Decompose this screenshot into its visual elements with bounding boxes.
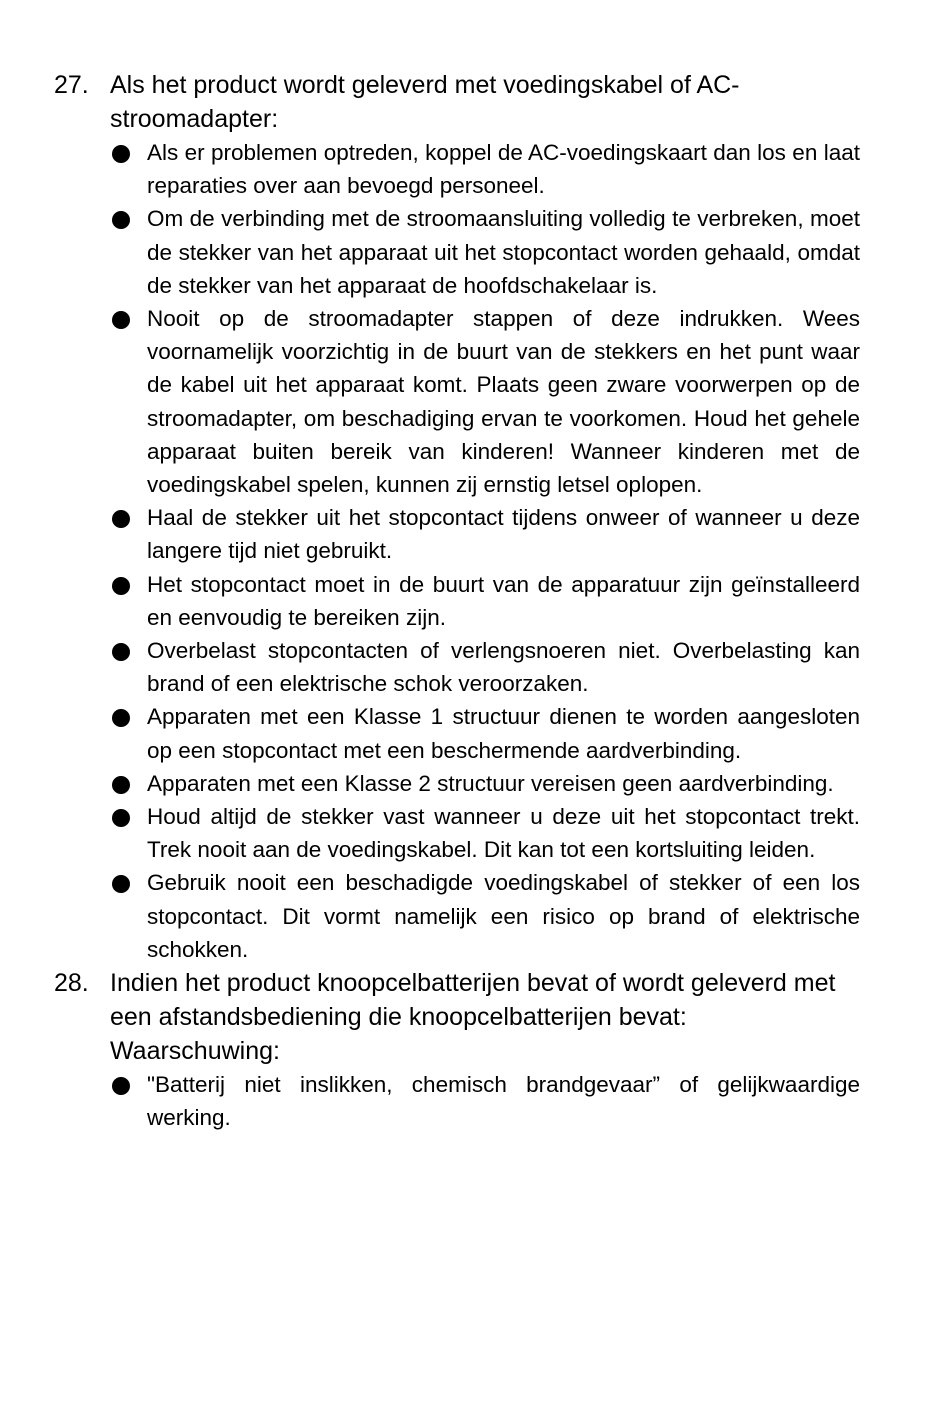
list-item-text: Gebruik nooit een beschadigde voedingskabel of stekker of een los stopcontact. Dit vormt namelijk een risico op brand of elektrische schokken. — [147, 870, 860, 962]
document-page — [0, 68, 950, 1134]
warning-label: Waarschuwing: — [110, 1037, 280, 1066]
bullet-icon — [112, 643, 130, 661]
bullet-icon — [112, 145, 130, 163]
list-item — [0, 700, 860, 766]
list-item-text: Als er problemen optreden, koppel de AC-voedingskaart dan los en laat reparaties over aan bevoegd personeel. — [147, 140, 860, 199]
bullet-icon — [112, 211, 130, 229]
list-item-text: "Batterij niet inslikken, chemisch brandgevaar” of gelijkwaardige werking. — [147, 1072, 860, 1131]
bullet-icon — [112, 709, 130, 727]
list-item — [0, 501, 860, 567]
bullet-list — [0, 136, 950, 966]
list-item — [0, 1068, 860, 1134]
bullet-icon — [112, 875, 130, 893]
bullet-icon — [112, 1077, 130, 1095]
list-item-text: Overbelast stopcontacten of verlengsnoeren niet. Overbelasting kan brand of een elektrische schok veroorzaken. — [147, 638, 860, 697]
section-heading — [0, 68, 860, 136]
bullet-list — [0, 1068, 950, 1134]
section-number: 28. — [54, 969, 89, 998]
list-item — [0, 866, 860, 966]
list-item-text: Het stopcontact moet in de buurt van de apparatuur zijn geïnstalleerd en eenvoudig te bereiken zijn. — [147, 571, 860, 630]
list-item — [0, 800, 860, 866]
list-item-text: Houd altijd de stekker vast wanneer u deze uit het stopcontact trekt. Trek nooit aan de voedingskabel. Dit kan tot een kortsluiting leiden. — [147, 804, 860, 863]
list-item-text: Apparaten met een Klasse 2 structuur vereisen geen aardverbinding. — [147, 770, 834, 796]
list-item — [0, 136, 860, 202]
section-title: Als het product wordt geleverd met voedingskabel of AC-stroomadapter: — [110, 71, 740, 133]
bullet-icon — [112, 809, 130, 827]
section-28 — [0, 966, 950, 1134]
list-item-text: Haal de stekker uit het stopcontact tijdens onweer of wanneer u deze langere tijd niet gebruikt. — [147, 505, 860, 564]
list-item — [0, 302, 860, 501]
section-number: 27. — [54, 71, 89, 99]
list-item-text: Om de verbinding met de stroomaansluiting volledig te verbreken, moet de stekker van het apparaat uit het stopcontact worden gehaald, omdat de stekker van het apparaat de hoofdschakelaar is. — [147, 206, 860, 298]
list-item — [0, 767, 860, 800]
list-item-text: Nooit op de stroomadapter stappen of deze indrukken. Wees voornamelijk voorzichtig in de buurt van de stekkers en het punt waar de kabel uit het apparaat komt. Plaats geen zware voorwerpen op de stroomadapter, om beschadiging ervan te voorkomen. Houd het gehele apparaat buiten bereik van kinderen! Wanneer kinderen met de voedingskabel spelen, kunnen zij ernstig letsel oplopen. — [147, 306, 860, 498]
section-27 — [0, 68, 950, 966]
section-heading — [0, 966, 860, 1068]
list-item-text: Apparaten met een Klasse 1 structuur dienen te worden aangesloten op een stopcontact met een beschermende aardverbinding. — [147, 704, 860, 763]
bullet-icon — [112, 577, 130, 595]
bullet-icon — [112, 311, 130, 329]
bullet-icon — [112, 510, 130, 528]
list-item — [0, 634, 860, 700]
bullet-icon — [112, 776, 130, 794]
list-item — [0, 202, 860, 302]
list-item — [0, 568, 860, 634]
section-title: Indien het product knoopcelbatterijen bevat of wordt geleverd met een afstandsbediening die knoopcelbatterijen bevat: — [110, 969, 836, 1032]
